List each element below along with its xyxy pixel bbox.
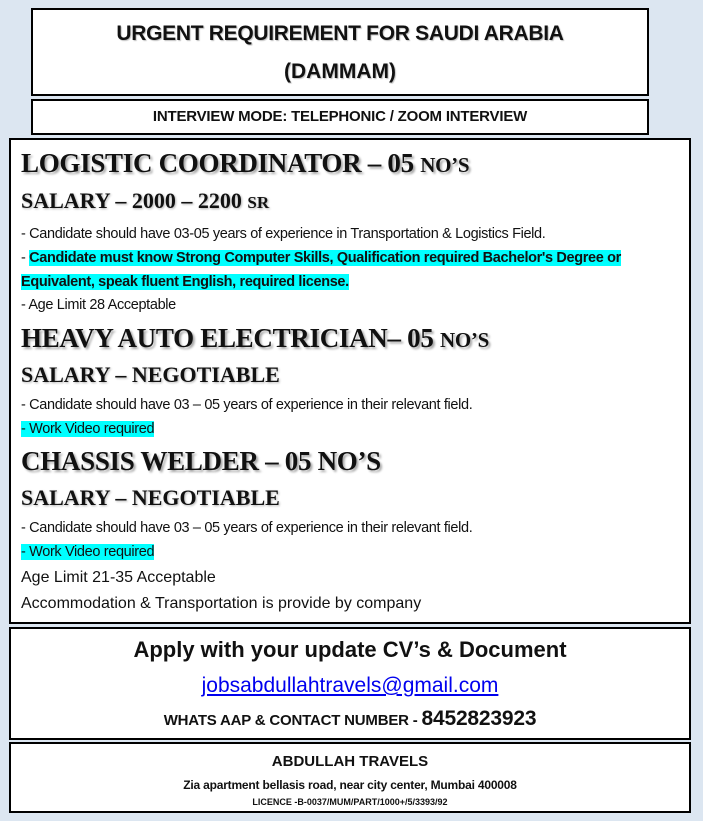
job-title-heavy-auto-electrician	[21, 323, 489, 354]
apply-instructions: Apply with your update CV’s & Document	[133, 637, 567, 662]
requirement-line: - Candidate should have 03 – 05 years of experience in their relevant field.	[21, 397, 473, 413]
highlighted-text: - Work Video required	[21, 544, 155, 560]
requirement-line: - Candidate should have 03 – 05 years of experience in their relevant field.	[21, 520, 473, 536]
salary-currency: SR	[247, 193, 270, 212]
job-title-text: HEAVY AUTO ELECTRICIAN– 05	[21, 323, 434, 353]
requirement-line-highlighted	[21, 250, 621, 266]
phone-number[interactable]: 8452823923	[421, 707, 537, 730]
salary-logistic-coordinator	[21, 188, 269, 214]
age-limit-note: Age Limit 21-35 Acceptable	[21, 569, 216, 586]
footer-box	[9, 742, 691, 813]
job-count-suffix: NO’S	[420, 153, 470, 177]
interview-mode-box	[31, 99, 649, 135]
highlighted-text: - Work Video required	[21, 421, 155, 437]
phone-contact	[11, 707, 689, 731]
requirement-line-highlighted	[21, 421, 154, 437]
company-name: ABDULLAH TRAVELS	[271, 753, 429, 770]
highlighted-text: Candidate must know Strong Computer Skills, Qualification required Bachelor's Degree or	[29, 250, 621, 266]
requirement-line-highlighted	[21, 274, 349, 290]
accommodation-note: Accommodation & Transportation is provide by company	[21, 595, 422, 612]
job-title-logistic-coordinator	[21, 148, 469, 179]
requirement-line: - Candidate should have 03-05 years of experience in Transportation & Logistics Field.	[21, 226, 546, 242]
dash-prefix: -	[21, 250, 30, 266]
job-title-text: LOGISTIC COORDINATOR – 05	[21, 148, 414, 178]
highlighted-text: Equivalent, speak fluent English, required license.	[21, 274, 349, 290]
title-box	[31, 8, 649, 96]
email-link[interactable]: jobsabdullahtravels@gmail.com	[201, 674, 499, 697]
salary-heavy-auto-electrician: SALARY – NEGOTIABLE	[21, 362, 280, 387]
salary-chassis-welder: SALARY – NEGOTIABLE	[21, 485, 280, 510]
requirement-line-highlighted	[21, 544, 154, 560]
salary-text: SALARY – 2000 – 2200	[21, 188, 242, 213]
requirement-line: - Age Limit 28 Acceptable	[21, 297, 176, 313]
interview-mode-text: INTERVIEW MODE: TELEPHONIC / ZOOM INTERVIEW	[152, 108, 528, 125]
job-title-chassis-welder: CHASSIS WELDER – 05 NO’S	[21, 446, 381, 476]
page-subtitle-location: (DAMMAM)	[284, 60, 396, 83]
phone-label: WHATS AAP & CONTACT NUMBER -	[163, 712, 422, 729]
company-address: Zia apartment bellasis road, near city center, Mumbai 400008	[183, 778, 517, 792]
licence-number: LICENCE -B-0037/MUM/PART/1000+/5/3393/92	[252, 797, 448, 807]
job-listings-box	[9, 138, 691, 624]
page-title: URGENT REQUIREMENT FOR SAUDI ARABIA	[116, 22, 564, 45]
job-count-suffix: NO’S	[440, 328, 489, 352]
contact-box	[9, 627, 691, 740]
